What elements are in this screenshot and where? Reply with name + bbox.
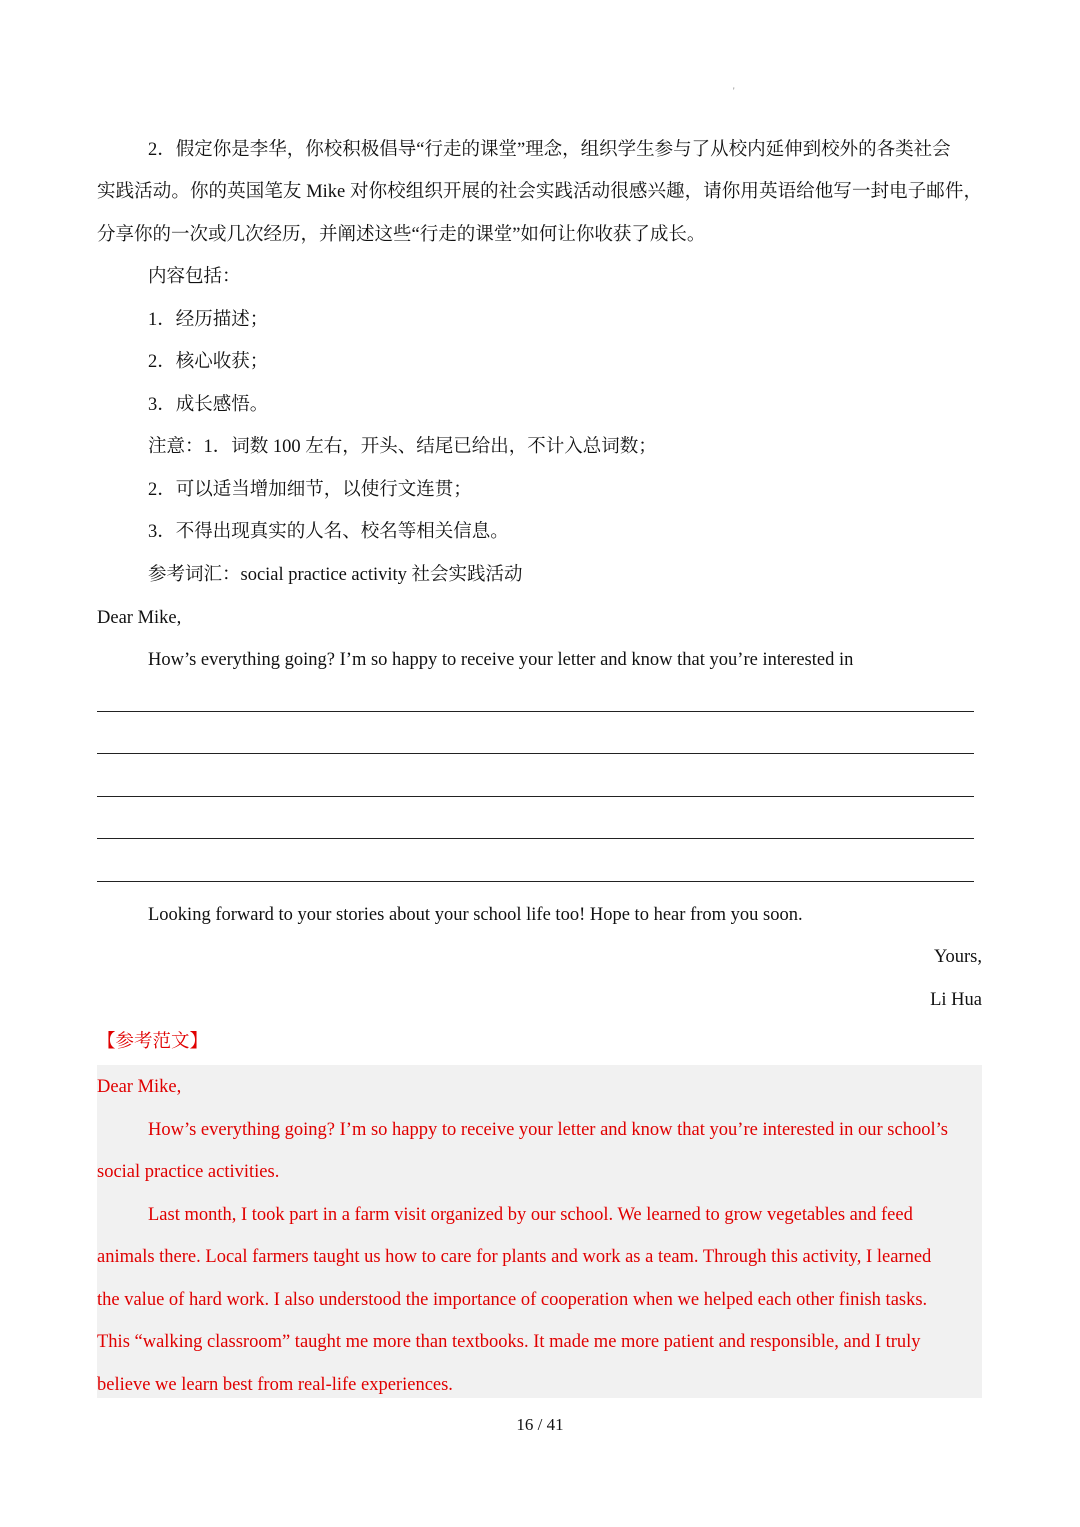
letter-closing: Looking forward to your stories about your school life too! Hope to hear from you soon.: [148, 905, 803, 925]
letter-signoff: Yours,: [934, 947, 982, 967]
letter-signature: Li Hua: [930, 990, 982, 1010]
sample-essay-heading: 【参考范文】: [97, 1032, 209, 1052]
sample-line: animals there. Local farmers taught us how to care for plants and work as a team. Through this activity, I learned: [97, 1247, 932, 1267]
content-item: 1．经历描述；: [148, 310, 269, 330]
sample-greeting: Dear Mike,: [97, 1077, 182, 1097]
content-heading: 内容包括：: [148, 267, 241, 287]
sample-line: This “walking classroom” taught me more than textbooks. It made me more patient and responsible, and I truly: [97, 1332, 921, 1352]
content-item: 2．核心收获；: [148, 352, 269, 372]
writing-line[interactable]: [97, 711, 974, 712]
sample-line: Last month, I took part in a farm visit organized by our school. We learned to grow vegetables and feed: [148, 1205, 913, 1225]
writing-line[interactable]: [97, 838, 974, 839]
note-line: 2．可以适当增加细节，以使行文连贯；: [148, 480, 472, 500]
sample-line: the value of hard work. I also understood the importance of cooperation when we helped each other finish tasks.: [97, 1290, 928, 1310]
writing-line[interactable]: [97, 881, 974, 882]
sample-line: social practice activities.: [97, 1162, 280, 1182]
writing-line[interactable]: [97, 796, 974, 797]
content-item: 3．成长感悟。: [148, 395, 269, 415]
header-mark: ': [733, 86, 735, 96]
letter-opening: How’s everything going? I’m so happy to receive your letter and know that you’re interested in: [148, 650, 854, 670]
sample-line: How’s everything going? I’m so happy to receive your letter and know that you’re interested in our school’s: [148, 1120, 948, 1140]
sample-line: believe we learn best from real-life experiences.: [97, 1375, 453, 1395]
note-line: 注意：1．词数 100 左右，开头、结尾已给出，不计入总词数；: [148, 437, 657, 457]
writing-line[interactable]: [97, 753, 974, 754]
note-line: 3．不得出现真实的人名、校名等相关信息。: [148, 522, 509, 542]
task-paragraph-line-2: 实践活动。你的英国笔友 Mike 对你校组织开展的社会实践活动很感兴趣，请你用英语给他写一封电子邮件，: [97, 182, 982, 202]
vocabulary-hint: 参考词汇：social practice activity 社会实践活动: [148, 565, 523, 585]
page-number: 16 / 41: [516, 1415, 564, 1434]
task-paragraph-line-1: 2．假定你是李华，你校积极倡导“行走的课堂”理念，组织学生参与了从校内延伸到校外的各类社会: [148, 140, 951, 160]
task-paragraph-line-3: 分享你的一次或几次经历，并阐述这些“行走的课堂”如何让你收获了成长。: [97, 225, 706, 245]
letter-greeting: Dear Mike,: [97, 608, 182, 628]
